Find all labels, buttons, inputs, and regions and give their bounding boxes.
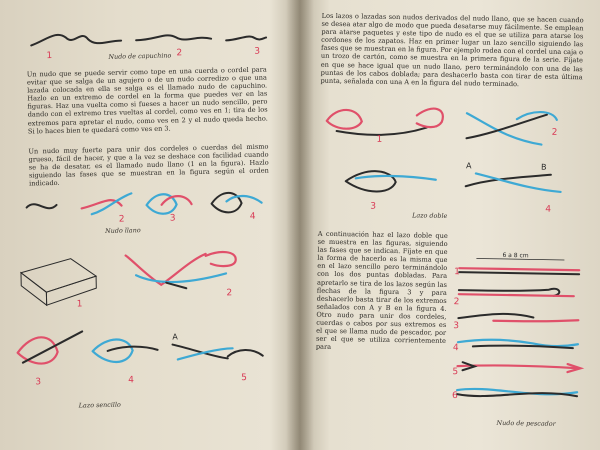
right-paragraph-1: Los lazos o lazadas son nudos derivados del nudo llano, que se hacen cuando se desea atar algo de modo que pueda desatarse muy fácilmente. Se emplean para atarse paquetes y este tipo de nudo es el que se utiliza para atarse los cordones de los zapatos. Haz en primer lugar un lazo sencillo siguiendo las fases que se muestran en la figura. Por ejemplo rodea con el cordel una caja o un trozo de cartón, como se muestra en la primera figura de la serie. Fíjate en que se hace igual que un nudo llano, pero terminándolo con una de las puntas de los cabos doblada; para deshacerlo basta con tirar de esta última punta, señalada con una A en la figura del nudo terminado.	[320, 11, 584, 88]
svg-text:A: A	[465, 161, 472, 171]
svg-text:4: 4	[249, 211, 256, 222]
svg-text:5: 5	[452, 367, 459, 378]
svg-text:A: A	[172, 332, 178, 342]
nudo-pescador-figure	[452, 248, 590, 420]
svg-text:B: B	[540, 162, 547, 172]
svg-text:1: 1	[376, 134, 383, 145]
svg-text:2: 2	[118, 214, 125, 225]
caption-lazo-doble: Lazo doble	[412, 211, 448, 220]
svg-text:1: 1	[46, 51, 53, 62]
svg-text:2: 2	[176, 48, 183, 59]
svg-text:2: 2	[453, 297, 460, 308]
svg-text:3: 3	[453, 321, 460, 332]
caption-nudo-pescador: Nudo de pescador	[496, 418, 556, 428]
right-paragraph-2: A continuación haz el lazo doble que se muestra en las figuras, siguiendo las fases que se indican. Fíjate en que la forma de hacerlo es la misma que en el lazo sencillo pero terminándolo con los dos puntas dobladas. Para apretarlo se tira de los lazos según las flechas de la figura 3 y para deshacerlo basta tirar de los extremos señalados con A y B en la figura 4. Otro nudo para unir dos cordeles, cuerdas o cabos por sus extremos es el que se llama nudo de pescador, por ser el que se utiliza corrientemente para	[315, 229, 448, 352]
svg-text:4: 4	[545, 204, 552, 215]
svg-text:1: 1	[76, 299, 83, 310]
svg-text:1: 1	[454, 267, 460, 278]
svg-text:3: 3	[370, 201, 377, 212]
right-page	[296, 0, 600, 450]
lazo-sencillo-figure-bottom	[12, 317, 283, 393]
svg-text:4: 4	[452, 343, 459, 354]
caption-lazo-sencillo: Lazo sencillo	[78, 400, 121, 410]
svg-text:2: 2	[226, 288, 233, 299]
caption-nudo-llano: Nudo llano	[105, 226, 141, 235]
svg-text:2: 2	[551, 127, 558, 138]
svg-text:3: 3	[35, 377, 42, 388]
svg-text:4: 4	[128, 375, 135, 386]
lazo-sencillo-figure-top	[15, 242, 276, 317]
lazo-doble-figure	[315, 96, 587, 221]
left-paragraph-2: Un nudo muy fuerte para unir dos cordeles o cuerdas del mismo grueso, fácil de hacer, y que a la vez se deshace con facilidad cuando se ha de desatar, es el llamado nudo llano (1 en la figura). Hazlo siguiendo las fases que se muestran en la figura según el orden indicado.	[28, 142, 269, 188]
measure-label: 6 a 8 cm	[502, 251, 529, 260]
svg-text:3: 3	[169, 213, 176, 224]
svg-text:6: 6	[451, 391, 458, 402]
left-paragraph-1: Un nudo que se puede servir como tope en una cuerda o cordel para evitar que se salga de un agujero o de un nudo corredizo o que una lazada colocada en ella se salga es el llamado nudo de capuchino. Hazlo en un extremo de cordel en la forma que puedes ver en las figuras. Haz una vuelta como si fueses a hacer un nudo sencillo, pero dando con el extremo tres vueltas al cordel, como ves en 1; tira de los extremos para apretar el nudo, como ves en 2 y el nudo queda hecho. Si lo haces bien te quedará como ves en 3.	[26, 65, 268, 136]
svg-text:3: 3	[254, 46, 261, 57]
svg-text:5: 5	[241, 373, 248, 384]
nudo-llano-figure	[21, 180, 272, 225]
caption-capuchino: Nudo de capuchino	[108, 51, 172, 61]
